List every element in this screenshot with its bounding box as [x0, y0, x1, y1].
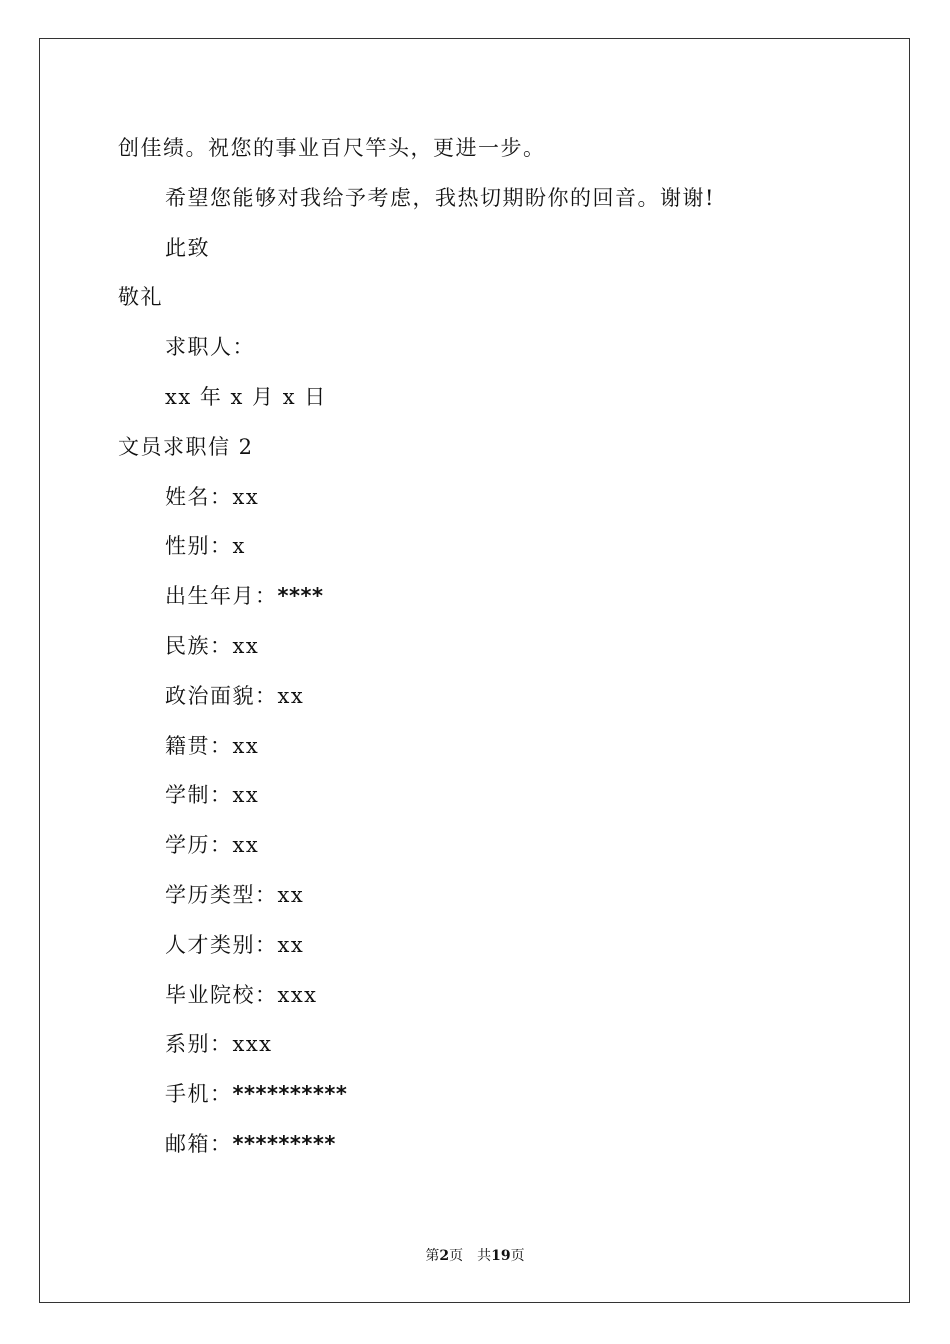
page-number: 2: [439, 1248, 450, 1264]
field-value: xx: [277, 683, 305, 708]
section-heading: 文员求职信 2: [118, 434, 254, 459]
signature-label: 求职人：: [165, 335, 255, 360]
page-number-prefix: 第: [425, 1248, 440, 1264]
field-value: xx: [232, 833, 260, 858]
field-talent-category: [118, 925, 838, 975]
field-education-type: [118, 875, 838, 925]
field-label: 政治面貌：: [165, 683, 278, 708]
field-label: 性别：: [165, 534, 233, 559]
field-label: 民族：: [165, 633, 233, 658]
field-label: 系别：: [165, 1032, 233, 1057]
document-body: [118, 128, 838, 1174]
field-value: **********: [232, 1082, 348, 1107]
field-gender: [118, 526, 838, 576]
field-school-length: [118, 775, 838, 825]
field-label: 出生年月：: [165, 584, 278, 609]
field-label: 人才类别：: [165, 932, 278, 957]
text-line: 希望您能够对我给予考虑，我热切期盼你的回音。谢谢!: [165, 185, 715, 210]
field-value: xxx: [277, 982, 318, 1007]
field-label: 姓名：: [165, 484, 233, 509]
field-graduate-school: [118, 975, 838, 1025]
field-birth-date: [118, 576, 838, 626]
closing-regards: 敬礼: [118, 285, 163, 310]
page-number-suffix: 页: [449, 1248, 464, 1264]
field-value: xx: [232, 733, 260, 758]
field-email: [118, 1124, 838, 1174]
field-label: 手机：: [165, 1082, 233, 1107]
total-pages: 19: [491, 1248, 511, 1264]
field-value: xxx: [232, 1032, 273, 1057]
field-label: 学制：: [165, 783, 233, 808]
field-value: ****: [277, 584, 324, 609]
field-label: 毕业院校：: [165, 982, 278, 1007]
field-label: 籍贯：: [165, 733, 233, 758]
field-value: *********: [232, 1131, 336, 1156]
field-value: xx: [232, 783, 260, 808]
text-line: 创佳绩。祝您的事业百尺竿头，更进一步。: [118, 136, 546, 160]
field-label: 学历类型：: [165, 882, 278, 907]
field-native-place: [118, 726, 838, 776]
field-education: [118, 825, 838, 875]
field-political-status: [118, 676, 838, 726]
field-value: xx: [277, 932, 305, 957]
field-value: xx: [232, 484, 260, 509]
field-value: x: [232, 534, 246, 559]
field-label: 学历：: [165, 833, 233, 858]
closing-salutation: 此致: [165, 235, 210, 260]
total-pages-prefix: 共: [477, 1248, 492, 1264]
page-footer: [0, 1246, 950, 1266]
total-pages-suffix: 页: [510, 1248, 525, 1264]
field-value: xx: [277, 882, 305, 907]
field-name: [118, 477, 838, 527]
field-department: [118, 1024, 838, 1074]
date-line: xx 年 x 月 x 日: [165, 384, 327, 409]
field-label: 邮箱：: [165, 1131, 233, 1156]
field-mobile: [118, 1074, 838, 1124]
field-value: xx: [232, 633, 260, 658]
field-ethnicity: [118, 626, 838, 676]
